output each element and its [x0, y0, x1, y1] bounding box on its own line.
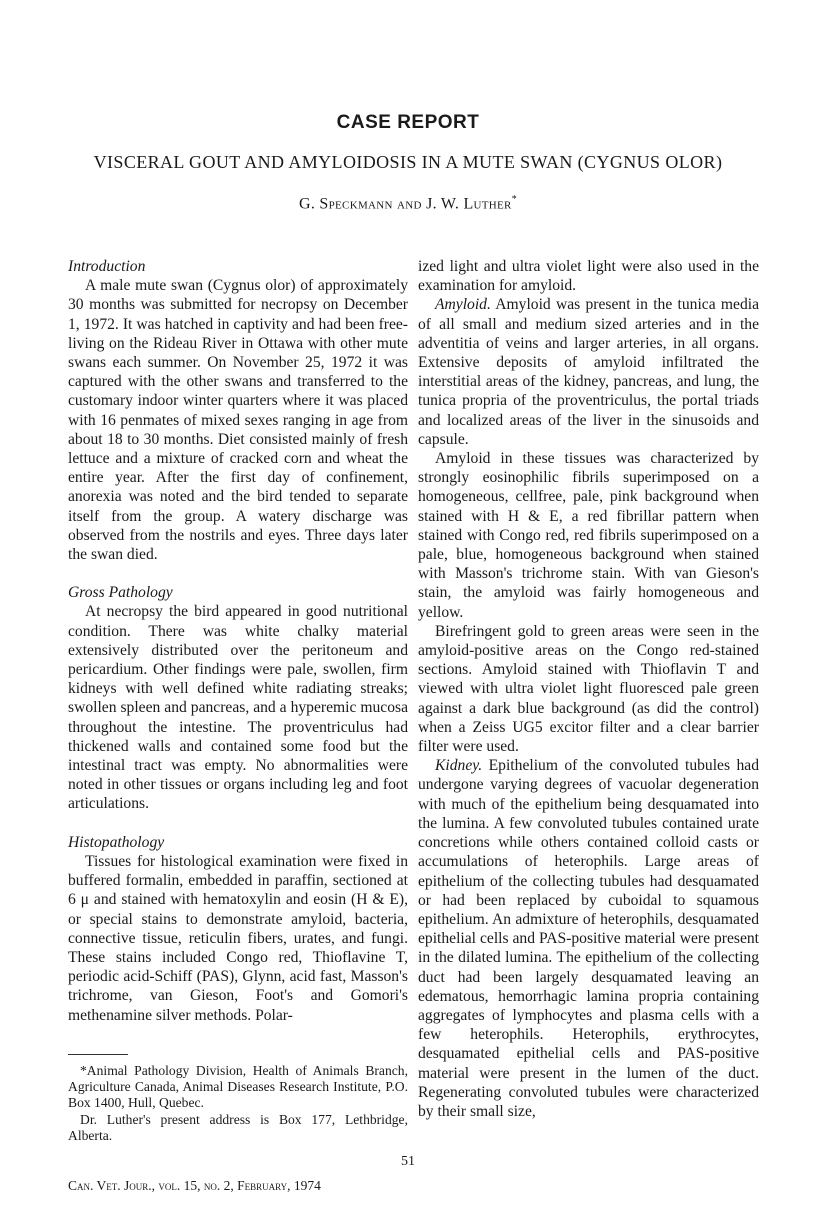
journal-citation: Can. Vet. Jour., vol. 15, no. 2, February, 1974: [68, 1178, 321, 1193]
amyloid-birefringence-paragraph: Birefringent gold to green areas were seen in the amyloid-positive areas on the Congo red-stained sections. Amyloid stained with Thioflavin T and viewed with ultra violet light fluoresced pale green against a dark blue background (as did the control) when a Zeiss UG5 excitor filter and a clear barrier filter were used.: [418, 622, 759, 756]
footnote-affiliation: *Animal Pathology Division, Health of Animals Branch, Agriculture Canada, Animal Diseases Research Institute, P.O. Box 1400, Hull, Quebec.: [68, 1063, 408, 1111]
histopathology-heading: Histopathology: [68, 833, 165, 851]
page-number: 51: [401, 1154, 415, 1169]
footnote-address: Dr. Luther's present address is Box 177, Lethbridge, Alberta.: [68, 1111, 408, 1143]
amyloid-paragraph: [418, 295, 759, 449]
gross-pathology-text: At necropsy the bird appeared in good nutritional condition. There was white chalky material extensively distributed over the peritoneum and pericardium. Other findings were pale, swollen, firm kidneys with well defined white radiating streaks; swollen spleen and pancreas, and a hyperemic mucosa throughout the intestine. The proventriculus had thickened walls and contained some food but the intestinal tract was empty. No abnormalities were noted in other tissues or organs including leg and foot articulations.: [68, 603, 408, 813]
right-column: [418, 257, 759, 1137]
author-line: [0, 194, 816, 213]
gross-pathology-heading: Gross Pathology: [68, 584, 173, 602]
left-column: [68, 257, 408, 1067]
amyloid-text: Amyloid was present in the tunica media of all small and medium sized arteries and in the adventitia of veins and larger arteries, in all organs. Extensive deposits of amyloid infiltrated the interstitial areas of the kidney, pancreas, and lung, the tunica propria of the proventriculus, the portal triads and localized areas of the liver in the sinusoids and capsule.: [418, 296, 759, 448]
introduction-heading: Introduction: [68, 258, 146, 275]
kidney-lead: Kidney.: [435, 757, 483, 775]
author-names: G. Speckmann and J. W. Luther: [298, 195, 512, 213]
introduction-text: A male mute swan (Cygnus olor) of approximately 30 months was submitted for necropsy on December 1, 1972. It was hatched in captivity and had been free-living on the Rideau River in Ottawa with other mute swans each summer. On November 25, 1972 it was captured with the other swans and transferred to the customary indoor winter quarters where it was placed with 16 penmates of mixed sexes ranging in age from about 18 to 30 months. Diet consisted mainly of fresh lettuce and a mixture of cracked corn and wheat the entire year. After the first day of confinement, anorexia was noted and the bird tended to separate itself from the group. A watery discharge was observed from the nostrils and eyes. Three days later the swan died.: [68, 277, 408, 564]
amyloid-lead: Amyloid.: [435, 296, 491, 314]
footnotes: [68, 1063, 408, 1144]
amyloid-staining-paragraph: Amyloid in these tissues was characterized by strongly eosinophilic fibrils superimposed on a homogeneous, cellfree, pale, pink background when stained with H & E, a red fibrillar pattern when stained with Congo red, red fibrils superimposed on a pale, blue, homogeneous background when stained with Masson's trichrome stain. With van Gieson's stain, the amyloid was fairly homogeneous and yellow.: [418, 450, 759, 621]
kidney-paragraph: [418, 756, 759, 1121]
histopathology-continued: ized light and ultra violet light were also used in the examination for amyloid.: [418, 258, 759, 295]
article-title: VISCERAL GOUT AND AMYLOIDOSIS IN A MUTE SWAN (CYGNUS OLOR): [93, 152, 723, 172]
author-footnote-marker: *: [511, 194, 518, 205]
histopathology-text: Tissues for histological examination were fixed in buffered formalin, embedded in paraffin, sectioned at 6 μ and stained with hematoxylin and eosin (H & E), or special stains to demonstrate amyloid, bacteria, connective tissue, reticulin fibers, urates, and fungi. These stains included Congo red, Thioflavine T, periodic acid-Schiff (PAS), Glynn, acid fast, Masson's trichrome, van Gieson, Foot's and Gomori's methenamine silver methods. Polar-: [68, 852, 408, 1024]
footnote-rule: [68, 1054, 128, 1055]
section-kicker: CASE REPORT: [336, 112, 480, 133]
kidney-text: Epithelium of the convoluted tubules had undergone varying degrees of vacuolar degeneration with much of the epithelium being desquamated into the lumina. A few convoluted tubules contained urate concretions while others contained colloid casts or accumulations of heterophils. Large areas of epithelium of the collecting tubules had desquamated or had been replaced by cuboidal to squamous epithelium. An admixture of heterophils, desquamated epithelial cells and PAS-positive material were present in the dilated lumina. The epithelium of the collecting duct had been largely desquamated leaving an edematous, hemorrhagic lamina propria containing aggregates of lymphocytes and plasma cells with a few heterophils. Heterophils, erythrocytes, desquamated epithelial cells and PAS-positive material were present in the lumen of the duct. Regenerating convoluted tubules were characterized by their small size,: [418, 757, 759, 1120]
